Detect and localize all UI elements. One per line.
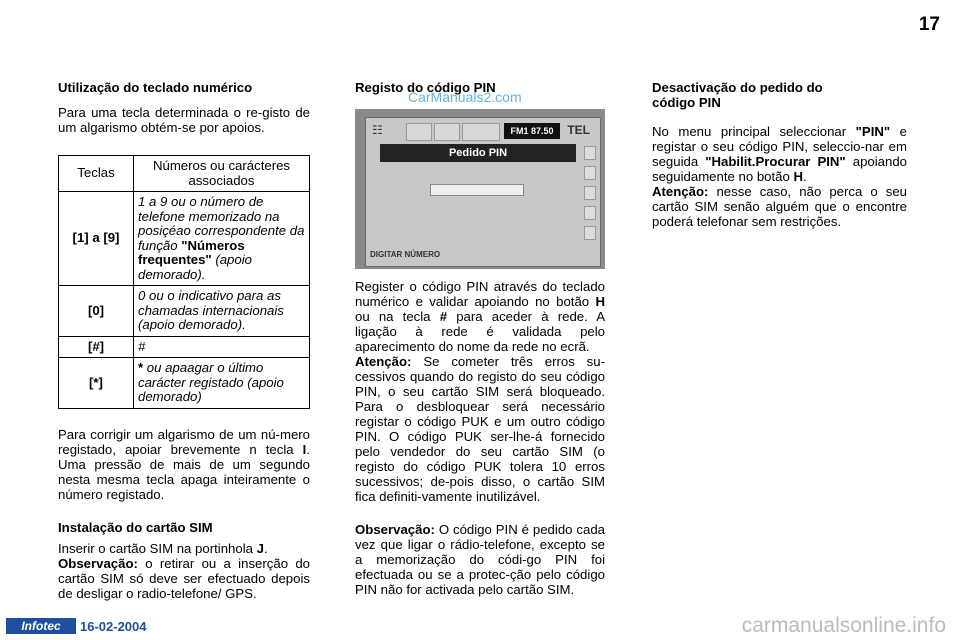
footer-site: carmanualsonline.info [741, 614, 946, 637]
obs-label: Observação: [355, 522, 435, 537]
table-row [59, 286, 310, 337]
screen-status-bar [370, 121, 596, 141]
text: e registar o seu código PIN, seleccio-nar em seguida [652, 124, 907, 169]
text: . [264, 540, 268, 556]
footer-logo: Infotec [6, 618, 76, 634]
correct-paragraph [58, 427, 310, 502]
footer-date: 16-02-2004 [80, 619, 147, 634]
att-label: Atenção: [652, 184, 709, 199]
screen-side-key [584, 186, 596, 200]
text: Register o código PIN através do teclado numérico e validar apoiando no botão [355, 279, 605, 309]
table-header-row [59, 156, 310, 192]
header-chars: Números ou carácteres associados [134, 156, 310, 192]
key-letter: J [256, 540, 264, 556]
insert-paragraph [58, 541, 310, 556]
page-number: 17 [918, 14, 940, 35]
deactivate-paragraph [652, 124, 907, 184]
desc-bold: * [138, 360, 144, 375]
deactivate-attention [652, 184, 907, 229]
desc-cell [134, 358, 310, 409]
menu-item: "PIN" [855, 124, 891, 139]
heading-deactivate: Desactivação do pedido do código PIN [652, 80, 823, 110]
table-row [59, 192, 310, 286]
enter-number-label: DIGITAR NÚMERO [370, 250, 441, 259]
screen-slot [434, 123, 460, 141]
att-label: Atenção: [355, 354, 412, 369]
key-cell: [0] [59, 286, 134, 337]
table-row [59, 336, 310, 358]
sim-observation [58, 556, 310, 601]
screen-side-key [584, 206, 596, 220]
table-row [59, 358, 310, 409]
key-cell: [#] [59, 336, 134, 358]
screen-display [365, 117, 601, 267]
pin-observation [355, 522, 605, 597]
text: Para corrigir um algarismo de um nú-mero registado, apoiar brevemente n tecla [58, 426, 310, 457]
pin-attention [355, 354, 605, 504]
obs-label: Observação: [58, 555, 138, 571]
column-2 [355, 80, 605, 597]
text: No menu principal seleccionar [652, 124, 856, 139]
column-3 [652, 80, 907, 229]
key-cell: [1] a [9] [59, 192, 134, 286]
text: para aceder à rede. A ligação à rede é validada pelo aparecimento do nome da rede no ecrã. [355, 309, 606, 354]
screen-side-key [584, 166, 596, 180]
heading-sim: Instalação do cartão SIM [58, 519, 213, 535]
text: . Uma pressão de mais de um segundo nesta mesma tecla apaga inteiramente o número registado. [58, 441, 310, 502]
text: Se cometer três erros su-cessivos quando do registo do seu código PIN, o seu cartão SIM será bloqueado. Para o desbloquear será necessário registar o código PUK e um outro código PIN. O código PUK ser-lhe-á fornecido pelo vendedor do seu cartão SIM (o registo do código PUK tolera 10 erros sucessivos; de-pois disso, o cartão SIM fica definiti-vamente inutilizável. [355, 354, 605, 504]
tel-label: TEL [567, 123, 590, 137]
screen-side-key [584, 146, 596, 160]
heading-pin: Registo do código PIN [355, 80, 496, 95]
desc-cell: # [134, 336, 310, 358]
desc-cell [134, 192, 310, 286]
text: apoiando seguidamente no botão [652, 154, 908, 184]
key-letter: H [793, 169, 804, 184]
header-keys: Teclas [59, 156, 134, 192]
desc-text: ou apaagar o último carácter registado (apoio demorado) [138, 360, 284, 404]
text: Inserir o cartão SIM na portinhola [58, 540, 257, 556]
radio-frequency: FM1 87.50 [504, 123, 560, 139]
key-cell: [*] [59, 358, 134, 409]
screen-slot [462, 123, 500, 141]
text: O código PIN é pedido cada vez que ligar o rádio-telefone, excepto se a memorização do códi-go PIN foi efectuada ou se a protec-ção pelo código PIN não for activada pelo cartão SIM. [355, 522, 605, 597]
column-1 [58, 80, 310, 601]
pin-input-box [430, 184, 524, 196]
desc-text: 1 a 9 ou o número de telefone memorizado na posiçéao correspondente da função [138, 194, 305, 253]
text: o retirar ou a inserção do cartão SIM só deve ser efectuado depois de desligar o radio-telefone/ GPS. [58, 555, 310, 601]
screen-slot [406, 123, 432, 141]
key-letter: # [439, 309, 448, 324]
signal-icon: ☷ [372, 123, 383, 137]
pin-screen-image [355, 109, 605, 269]
heading-keypad: Utilização do teclado numérico [58, 80, 253, 95]
keys-table [58, 155, 310, 409]
keypad-intro: Para uma tecla determinada o re-gisto de um algarismo obtém-se por apoios. [58, 105, 310, 135]
desc-text: (apoio demorado). [138, 252, 252, 282]
menu-item: "Habilit.Procurar PIN" [705, 154, 846, 169]
key-letter: H [595, 294, 605, 309]
pin-register-paragraph [355, 279, 605, 354]
pin-dialog-title: Pedido PIN [380, 144, 576, 162]
watermark: CarManuals2.com [408, 89, 522, 105]
desc-bold: "Números frequentes" [138, 237, 245, 267]
key-letter: I [302, 441, 307, 457]
text: nesse caso, não perca o seu cartão SIM senão alguém que o encontre poderá telefonar sem restrições. [652, 184, 907, 229]
text: . [803, 169, 807, 184]
screen-side-key [584, 226, 596, 240]
desc-cell: 0 ou o indicativo para as chamadas internacionais (apoio demorado). [134, 286, 310, 337]
text: ou na tecla [355, 309, 440, 324]
